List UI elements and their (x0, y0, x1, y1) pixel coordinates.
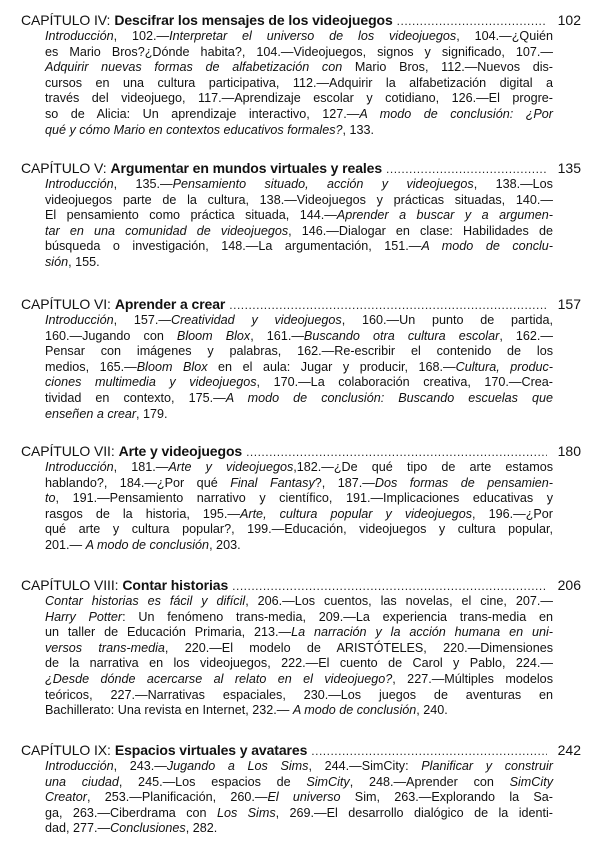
contents-line (45, 476, 553, 492)
chapter-heading (21, 443, 581, 460)
contents-text: , 102.— (113, 29, 170, 43)
contents-text: de la narrativa en los videojuegos, 222.—El cuento de Carol y Pablo, 224.— (45, 656, 553, 671)
contents-line (45, 610, 553, 626)
contents-line (45, 507, 553, 523)
contents-italic-text: una ciudad (45, 774, 119, 789)
contents-line (45, 177, 553, 193)
contents-text: , 248.—Aprender con (349, 774, 510, 789)
contents-italic-text: Jugando a Los Sims (166, 759, 309, 773)
chapter-page-number: 135 (557, 160, 581, 176)
contents-italic-text: La narración y la acción humana en uni- (291, 625, 554, 640)
leader-dots (386, 161, 547, 178)
chapter-label: CAPÍTULO VIII: (21, 577, 119, 593)
contents-text: ga, 263.—Ciberdrama con (45, 805, 217, 820)
contents-italic-text: SimCity (509, 774, 553, 789)
chapter-heading (21, 160, 581, 177)
contents-line (45, 407, 553, 423)
contents-italic-text: A modo de conclusión (292, 703, 417, 718)
contents-line (45, 208, 553, 224)
chapter-page-number: 157 (557, 296, 581, 312)
contents-text: , 146.—Dialogar en clase: Habilidades de (288, 223, 553, 238)
contents-text: , 227.—Múltiples modelos (392, 671, 553, 686)
contents-italic-text: to (45, 491, 56, 506)
contents-text: dad, 277.— (45, 821, 111, 836)
chapter-heading (21, 296, 581, 313)
contents-line (45, 60, 553, 76)
contents-text: videojuegos parte de la cultura, 138.—Videojuegos y prácticas situadas, 140.— (45, 192, 553, 207)
contents-italic-text: enseñen a crear (45, 406, 137, 421)
chapter-heading (21, 742, 581, 759)
contents-line (45, 656, 553, 672)
chapter-title: Descifrar los mensajes de los videojuegos (114, 12, 393, 28)
contents-italic-text: Contar historias es fácil y difícil (45, 594, 246, 608)
contents-text: ?, 187.— (314, 475, 375, 490)
contents-line (45, 29, 553, 45)
contents-text: El pensamiento como práctica situada, 144.— (45, 208, 337, 223)
contents-italic-text: Bloom Blox (136, 359, 208, 374)
chapter-title: Aprender a crear (114, 296, 226, 312)
contents-italic-text: Introducción (45, 460, 114, 474)
contents-text: , 162.— (499, 328, 554, 343)
contents-line (45, 224, 553, 240)
leader-dots (397, 13, 547, 30)
chapter-page-number: 180 (557, 443, 581, 459)
contents-text: , 135.— (113, 177, 173, 191)
contents-italic-text: Harry Potter (45, 609, 123, 624)
contents-text: , 245.—Los espacios de (118, 774, 307, 789)
chapter-label: CAPÍTULO IV: (21, 12, 111, 28)
contents-line (45, 672, 553, 688)
contents-italic-text: Los Sims (216, 805, 276, 820)
contents-line (45, 703, 553, 719)
contents-italic-text: Dos formas de pensamien- (374, 475, 553, 490)
contents-line (45, 460, 553, 476)
contents-italic-text: Buscando otra cultura escolar (303, 328, 500, 343)
contents-line (45, 239, 553, 255)
contents-italic-text: Conclusiones (110, 821, 186, 836)
contents-italic-text: A modo de conclusión: ¿Por (359, 106, 553, 121)
contents-line (45, 759, 553, 775)
contents-italic-text: Cultura, produc- (455, 359, 553, 374)
contents-italic-text: Introducción (45, 177, 114, 191)
chapter-entry-iv (21, 12, 581, 138)
leader-dots (311, 743, 547, 760)
contents-italic-text: Introducción (45, 313, 114, 327)
contents-line (45, 641, 553, 657)
contents-italic-text: ¿Desde dónde acercarse al relato en el videojuego? (45, 671, 393, 686)
contents-text: , 282. (185, 821, 218, 836)
contents-text: , 181.— (113, 460, 169, 474)
contents-text: , 179. (136, 406, 168, 421)
contents-line (45, 625, 553, 641)
leader-dots (229, 297, 547, 314)
chapter-contents (45, 29, 553, 138)
contents-italic-text: Adquirir nuevas formas de alfabetización con (45, 60, 343, 75)
contents-text: , 220.—El modelo de ARISTÓTELES, 220.—Dimensiones (164, 640, 553, 655)
chapter-label: CAPÍTULO VII: (21, 443, 115, 459)
contents-italic-text: tar en una comunidad de videojuegos (45, 223, 289, 238)
chapter-title: Arte y videojuegos (118, 443, 243, 459)
contents-text: so de Alicia: Un aprendizaje interactivo, 127.— (45, 106, 360, 121)
chapter-contents (45, 759, 553, 837)
contents-text: , 203. (209, 537, 241, 552)
contents-text: , 155. (68, 254, 100, 269)
contents-text: Pensar con imágenes y palabras, 162.—Re-escribir el contenido de los (45, 344, 553, 359)
contents-text: teóricos, 227.—Narrativas espaciales, 230.—Los juegos de aventuras en (45, 687, 553, 702)
contents-line (45, 123, 553, 139)
contents-italic-text: Arte, cultura popular y videojuegos (239, 506, 473, 521)
contents-text: , 244.—SimCity: (308, 759, 422, 773)
contents-line (45, 775, 553, 791)
contents-line (45, 790, 553, 806)
contents-italic-text: qué y cómo Mario en contextos educativos formales? (45, 122, 343, 137)
chapter-label: CAPÍTULO V: (21, 160, 107, 176)
contents-text: , 206.—Los cuentos, las novelas, el cine, 207.— (245, 594, 553, 608)
contents-line (45, 594, 553, 610)
contents-line (45, 375, 553, 391)
contents-text: ,182.—¿De qué tipo de arte estamos (293, 460, 553, 474)
contents-italic-text: Creator (45, 790, 87, 805)
contents-text: Mario Bros, 112.—Nuevos dis- (342, 60, 553, 75)
contents-text: 201.— (45, 537, 86, 552)
contents-italic-text: El universo (267, 790, 341, 805)
chapter-page-number: 102 (557, 12, 581, 28)
contents-text: , 269.—El desarrollo dialógico de la identi- (275, 805, 553, 820)
contents-italic-text: A modo de conclusión (85, 537, 210, 552)
contents-line (45, 107, 553, 123)
contents-line (45, 91, 553, 107)
chapter-contents (45, 594, 553, 719)
contents-italic-text: Planificar y construir (421, 759, 553, 773)
contents-text: Bachillerato: Una revista en Internet, 232.— (45, 703, 293, 718)
contents-line (45, 313, 553, 329)
contents-line (45, 76, 553, 92)
contents-text: : Un fenómeno trans-media, 209.—La experiencia trans-media en (122, 609, 553, 624)
chapter-title: Argumentar en mundos virtuales y reales (110, 160, 383, 176)
contents-text: , 196.—¿Por (472, 506, 553, 521)
contents-text: qué arte y cultura popular?, 199.—Educación, videojuegos y cultura popular, (45, 522, 553, 537)
chapter-entry-ix (21, 742, 581, 837)
contents-italic-text: Pensamiento situado, acción y videojuegos (172, 177, 474, 191)
chapter-page-number: 206 (557, 577, 581, 593)
contents-text: rasgos de la historia, 195.— (45, 506, 240, 521)
contents-line (45, 688, 553, 704)
chapter-contents (45, 313, 553, 422)
contents-text: búsqueda o investigación, 148.—La argumentación, 151.— (45, 239, 422, 254)
contents-italic-text: Aprender a buscar y a argumen- (336, 208, 553, 223)
contents-line (45, 344, 553, 360)
contents-line (45, 329, 553, 345)
contents-italic-text: Creatividad y videojuegos (170, 313, 342, 327)
contents-text: , 160.—Un punto de partida, (341, 313, 554, 327)
leader-dots (246, 444, 547, 461)
contents-text: , 253.—Planificación, 260.— (87, 790, 268, 805)
contents-line (45, 522, 553, 538)
contents-line (45, 821, 553, 837)
chapter-label: CAPÍTULO IX: (21, 742, 111, 758)
contents-text: , 240. (416, 703, 448, 718)
contents-italic-text: A modo de conclusión: Buscando escuelas que (225, 390, 553, 405)
contents-text: cursos en una cultura participativa, 112.—Adquirir la alfabetización digital a (45, 75, 553, 90)
contents-text: medios, 165.— (45, 359, 137, 374)
contents-text: , 161.— (250, 328, 304, 343)
contents-text: tividad en contexto, 175.— (45, 390, 226, 405)
chapter-contents (45, 460, 553, 554)
contents-italic-text: Introducción (45, 759, 114, 773)
contents-italic-text: Interpretar el universo de los videojuegos (169, 29, 457, 43)
contents-italic-text: Introducción (45, 29, 114, 43)
leader-dots (232, 578, 547, 595)
contents-italic-text: A modo de conclu- (421, 239, 553, 254)
contents-text: es Mario Bros?¿Dónde habita?, 104.—Videojuegos, signos y significado, 107.— (45, 44, 553, 59)
chapter-heading (21, 577, 581, 594)
contents-text: en el aula: Jugar y producir, 168.— (207, 359, 456, 374)
contents-text: , 157.— (113, 313, 171, 327)
chapter-heading (21, 12, 581, 29)
chapter-entry-vii (21, 443, 581, 554)
contents-text: 160.—Jugando con (45, 328, 177, 343)
contents-text: hablando?, 184.—¿Por qué (45, 475, 231, 490)
chapter-title: Contar historias (122, 577, 229, 593)
contents-italic-text: sión (45, 254, 69, 269)
contents-text: , 133. (342, 122, 375, 137)
contents-italic-text: ciones multimedia y videojuegos (45, 375, 257, 390)
chapter-entry-v (21, 160, 581, 271)
contents-text: través del videojuego, 117.—Aprendizaje escolar y cotidiano, 126.—El progre- (45, 91, 553, 106)
chapter-page-number: 242 (557, 742, 581, 758)
contents-line (45, 45, 553, 61)
contents-line (45, 538, 553, 554)
contents-line (45, 806, 553, 822)
contents-italic-text: versos trans-media (45, 640, 165, 655)
chapter-entry-viii (21, 577, 581, 719)
contents-line (45, 391, 553, 407)
contents-text: , 104.—¿Quién (456, 29, 553, 43)
contents-italic-text: Bloom Blox (176, 328, 251, 343)
contents-italic-text: SimCity (306, 774, 350, 789)
chapter-contents (45, 177, 553, 271)
contents-line (45, 255, 553, 271)
contents-line (45, 360, 553, 376)
contents-text: Sim, 263.—Explorando la Sa- (340, 790, 553, 805)
contents-italic-text: Final Fantasy (230, 475, 315, 490)
contents-text: , 243.— (113, 759, 167, 773)
contents-line (45, 491, 553, 507)
contents-text: , 138.—Los (473, 177, 553, 191)
contents-italic-text: Arte y videojuegos (168, 460, 294, 474)
contents-text: , 191.—Pensamiento narrativo y científico, 191.—Implicaciones educativas y (55, 491, 553, 506)
chapter-label: CAPÍTULO VI: (21, 296, 111, 312)
contents-text: un taller de Educación Primaria, 213.— (45, 625, 292, 640)
contents-text: , 170.—La colaboración creativa, 170.—Crea- (256, 375, 553, 390)
contents-line (45, 193, 553, 209)
chapter-title: Espacios virtuales y avatares (114, 742, 308, 758)
chapter-entry-vi (21, 296, 581, 422)
